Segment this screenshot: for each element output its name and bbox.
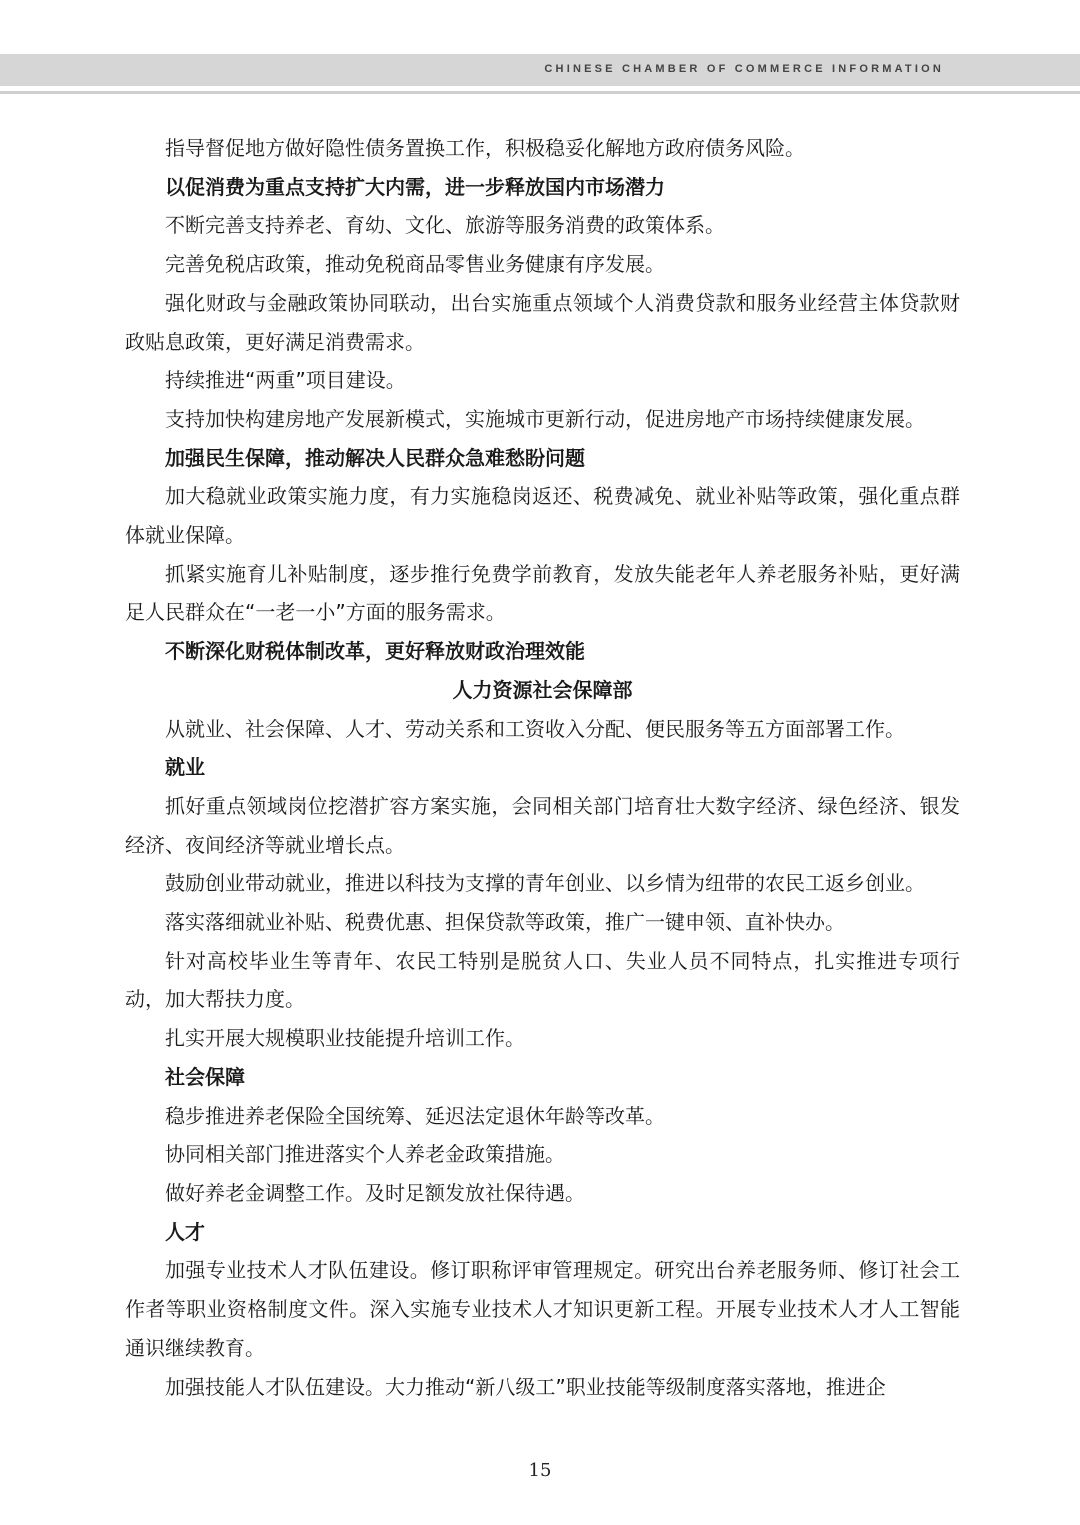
paragraph: 加强技能人才队伍建设。大力推动“新八级工”职业技能等级制度落实落地，推进企	[165, 1374, 886, 1399]
paragraph: 扎实开展大规模职业技能提升培训工作。	[165, 1026, 525, 1051]
paragraph: 加大稳就业政策实施力度，有力实施稳岗返还、税费减免、就业补贴等政策，强化重点群体就业保障。	[125, 484, 960, 548]
page-number: 15	[528, 1460, 552, 1481]
running-header: CHINESE CHAMBER OF COMMERCE INFORMATION	[544, 63, 944, 75]
paragraph: 稳步推进养老保险全国统筹、延迟法定退休年龄等改革。	[165, 1103, 665, 1128]
paragraph: 指导督促地方做好隐性债务置换工作，积极稳妥化解地方政府债务风险。	[165, 136, 805, 160]
paragraph: 从就业、社会保障、人才、劳动关系和工资收入分配、便民服务等五方面部署工作。	[165, 716, 905, 741]
paragraph: 完善免税店政策，推动免税商品零售业务健康有序发展。	[165, 252, 665, 277]
paragraph: 持续推进“两重”项目建设。	[165, 368, 406, 393]
section-heading: 就业	[165, 755, 205, 780]
paragraph: 做好养老金调整工作。及时足额发放社保待遇。	[165, 1180, 585, 1205]
paragraph: 鼓励创业带动就业，推进以科技为支撑的青年创业、以乡情为纽带的农民工返乡创业。	[165, 871, 925, 896]
section-heading: 加强民生保障，推动解决人民群众急难愁盼问题	[165, 445, 585, 470]
article-body	[125, 129, 960, 1406]
paragraph: 抓紧实施育儿补贴制度，逐步推行免费学前教育，发放失能老年人养老服务补贴，更好满足人民群众在“一老一小”方面的服务需求。	[125, 561, 960, 625]
paragraph: 不断完善支持养老、育幼、文化、旅游等服务消费的政策体系。	[165, 213, 725, 238]
header-rule	[0, 91, 1080, 94]
paragraph: 强化财政与金融政策协同联动，出台实施重点领域个人消费贷款和服务业经营主体贷款财政贴息政策，更好满足消费需求。	[125, 290, 960, 354]
section-heading: 人才	[165, 1219, 205, 1244]
paragraph: 落实落细就业补贴、税费优惠、担保贷款等政策，推广一键申领、直补快办。	[165, 910, 845, 935]
paragraph: 针对高校毕业生等青年、农民工特别是脱贫人口、失业人员不同特点，扎实推进专项行动，加大帮扶力度。	[125, 948, 960, 1012]
ministry-title: 人力资源社会保障部	[452, 677, 633, 702]
section-heading: 以促消费为重点支持扩大内需，进一步释放国内市场潜力	[165, 174, 665, 199]
paragraph: 支持加快构建房地产发展新模式，实施城市更新行动，促进房地产市场持续健康发展。	[165, 406, 925, 431]
section-heading: 社会保障	[165, 1064, 245, 1089]
paragraph: 协同相关部门推进落实个人养老金政策措施。	[165, 1142, 565, 1167]
section-heading: 不断深化财税体制改革，更好释放财政治理效能	[165, 639, 585, 664]
paragraph: 抓好重点领域岗位挖潜扩容方案实施，会同相关部门培育壮大数字经济、绿色经济、银发经济、夜间经济等就业增长点。	[125, 793, 960, 857]
paragraph: 加强专业技术人才队伍建设。修订职称评审管理规定。研究出台养老服务师、修订社会工作者等职业资格制度文件。深入实施专业技术人才知识更新工程。开展专业技术人才人工智能通识继续教育。	[125, 1258, 960, 1360]
